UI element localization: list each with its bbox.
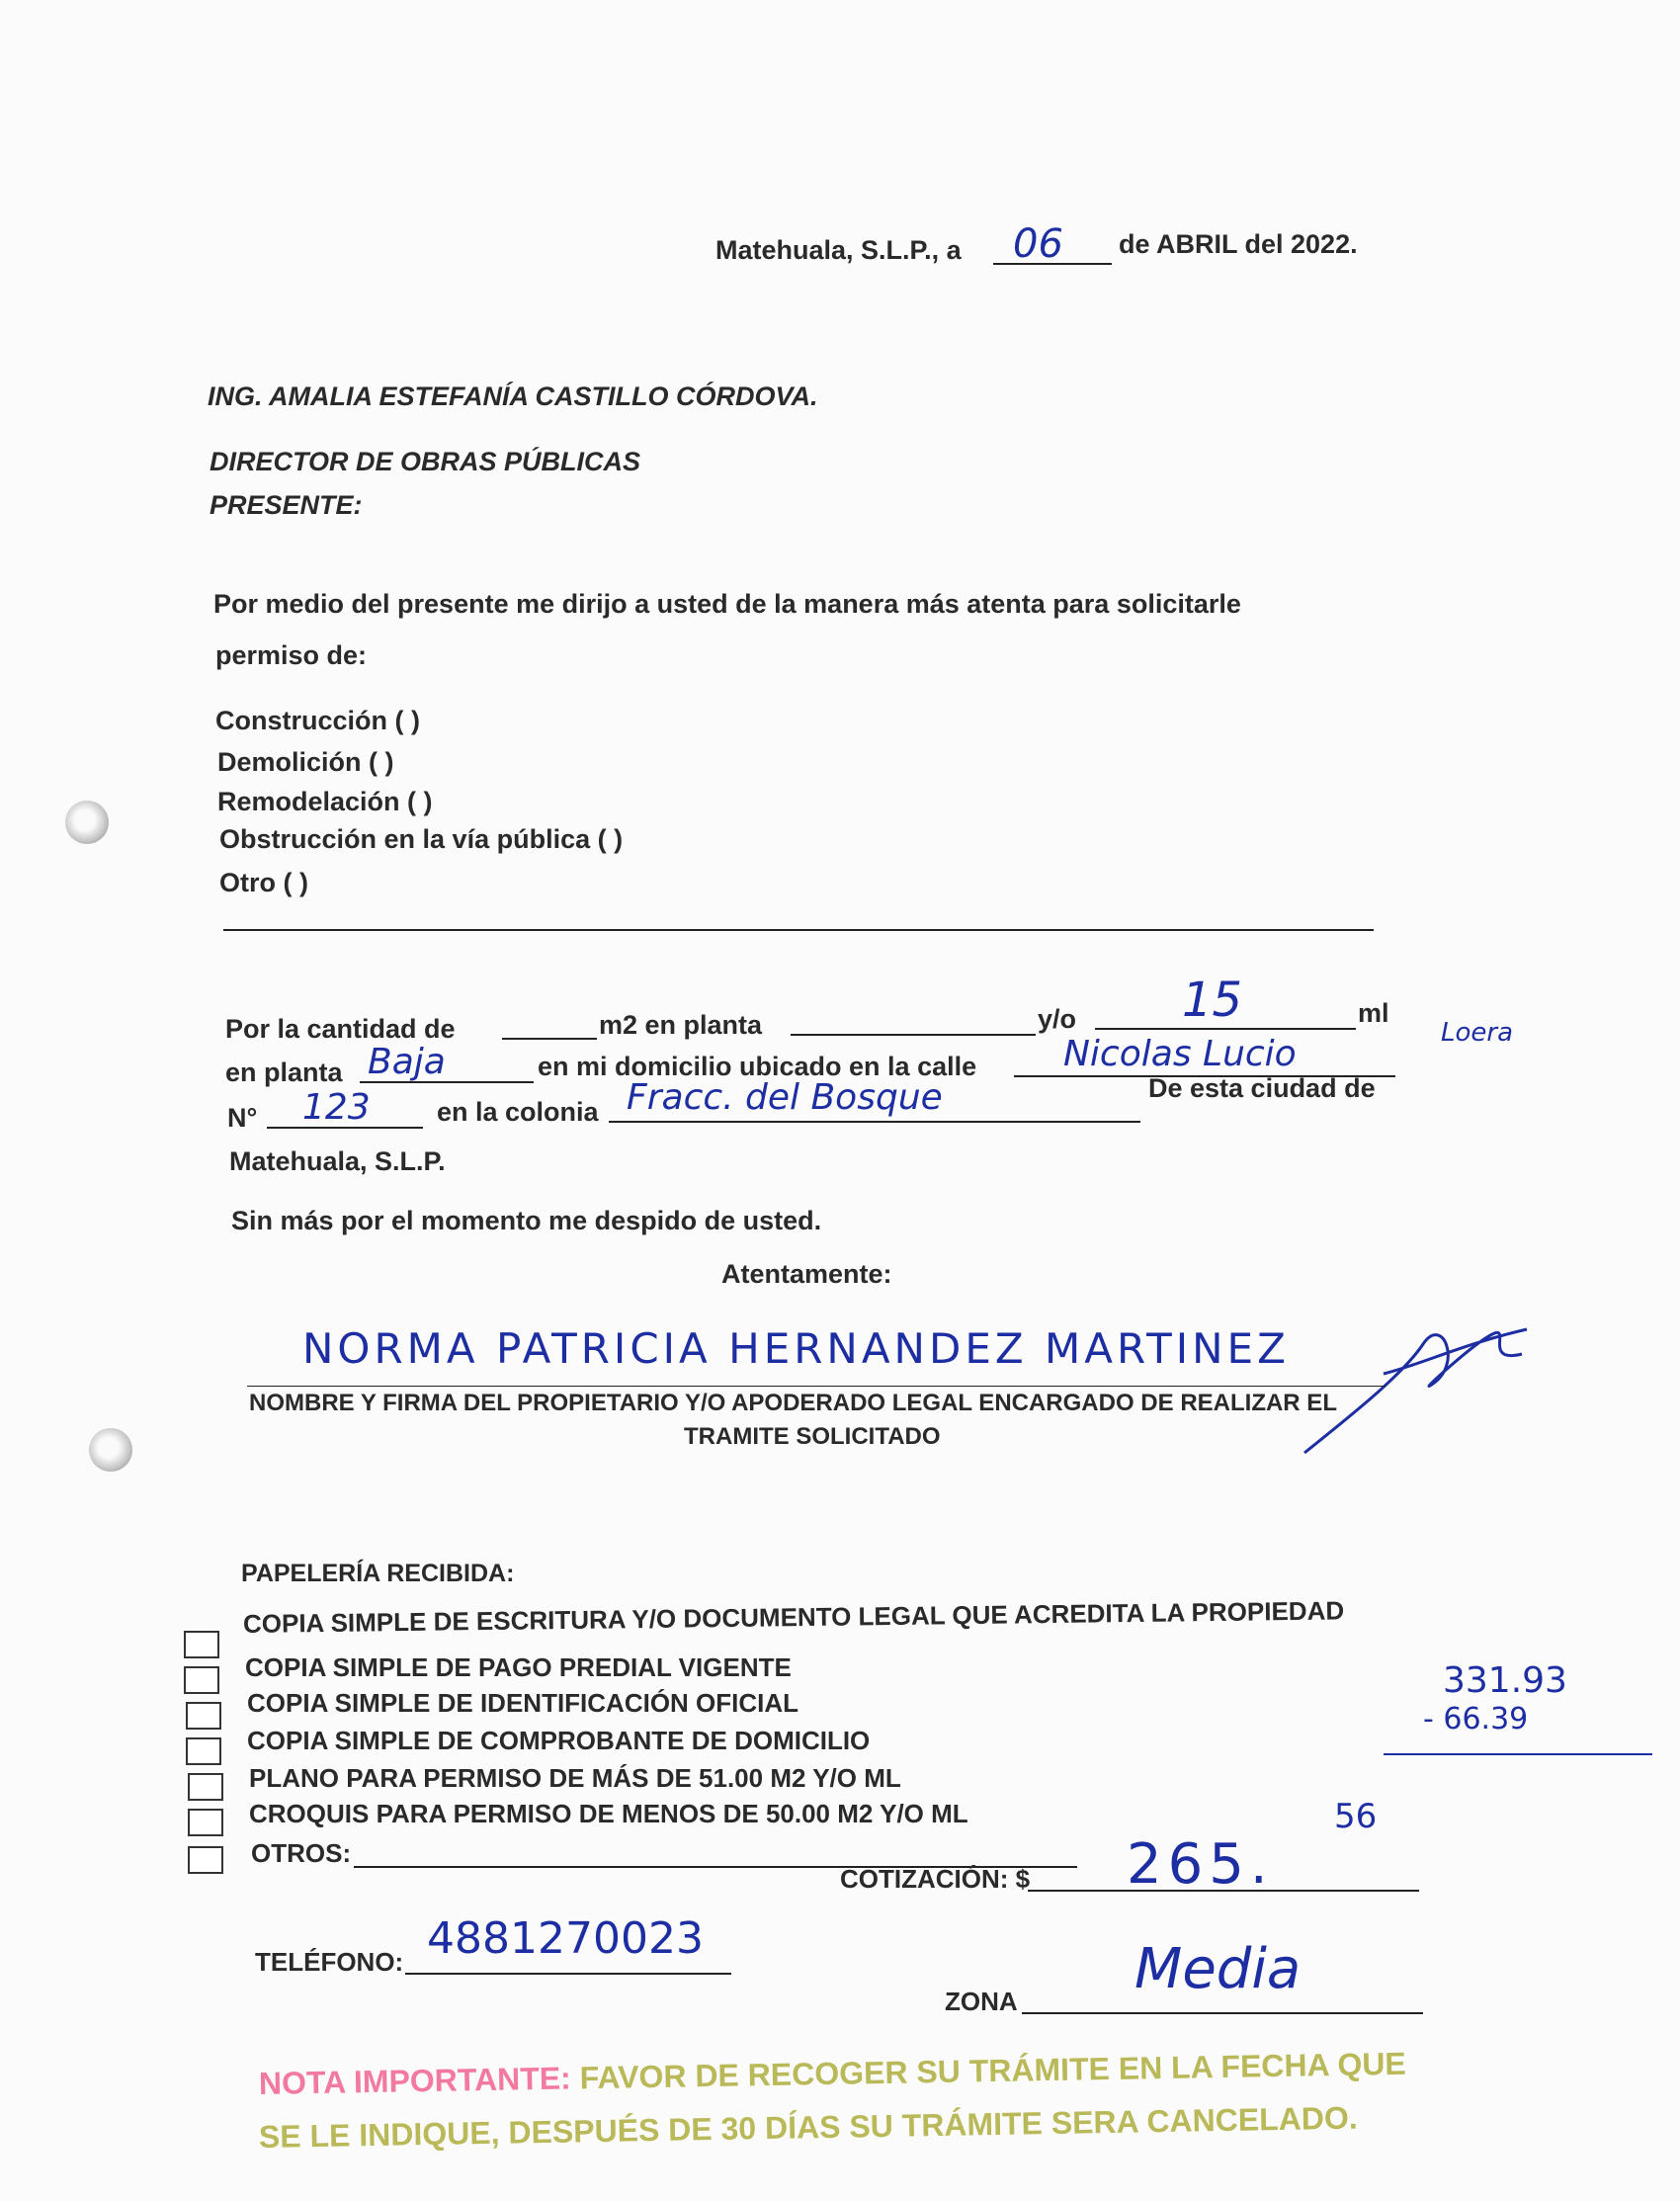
doc-checkbox-predial[interactable]	[184, 1666, 219, 1694]
quote-value: 265.	[1127, 1832, 1274, 1897]
num-label: N°	[227, 1103, 258, 1133]
doc-item-escritura: COPIA SIMPLE DE ESCRITURA Y/O DOCUMENTO LEGAL QUE ACREDITA LA PROPIEDAD	[242, 1595, 1345, 1639]
signature-name: NORMA PATRICIA HERNANDEZ MARTINEZ	[302, 1324, 1290, 1373]
calle-value: Nicolas Lucio	[1063, 1034, 1297, 1074]
side-calc-line-1: 331.93	[1443, 1660, 1567, 1701]
doc-item-plano: PLANO PARA PERMISO DE MÁS DE 51.00 M2 Y/O ML	[249, 1763, 901, 1793]
option-construccion: Construcción ( )	[215, 706, 420, 735]
documents-title: PAPELERÍA RECIBIDA:	[241, 1560, 515, 1587]
planta-prefix: en planta	[225, 1058, 343, 1087]
otro-blank-line	[223, 929, 1374, 931]
phone-blank	[405, 1973, 731, 1975]
num-value: 123	[302, 1087, 371, 1128]
colonia-value: Fracc. del Bosque	[627, 1077, 943, 1118]
qty-blank	[502, 1038, 597, 1040]
yo-blank	[1095, 1028, 1356, 1030]
option-remodelacion: Remodelación ( )	[217, 787, 433, 816]
intro-line-1: Por medio del presente me dirijo a usted de la manera más atenta para solicitarle	[213, 589, 1241, 619]
planta-value: Baja	[368, 1042, 446, 1082]
date-prefix: Matehuala, S.L.P., a	[715, 235, 962, 265]
phone-value: 4881270023	[427, 1913, 704, 1964]
option-otro: Otro ( )	[219, 868, 308, 897]
note-text-1: FAVOR DE RECOGER SU TRÁMITE EN LA FECHA QUE	[579, 2045, 1407, 2096]
quote-label: COTIZACIÓN: $	[840, 1864, 1031, 1894]
qty-prefix: Por la cantidad de	[225, 1014, 456, 1044]
yo-value: 15	[1182, 973, 1243, 1028]
doc-item-identificacion: COPIA SIMPLE DE IDENTIFICACIÓN OFICIAL	[247, 1688, 799, 1718]
signature-caption-2: TRAMITE SOLICITADO	[684, 1423, 941, 1450]
phone-label: TELÉFONO:	[255, 1947, 404, 1977]
doc-checkbox-croquis[interactable]	[188, 1809, 223, 1836]
note-line-1	[259, 2046, 1406, 2102]
zone-value: Media	[1134, 1937, 1302, 2001]
addressee-name: ING. AMALIA ESTEFANÍA CASTILLO CÓRDOVA.	[208, 381, 818, 411]
calle-overflow-value: Loera	[1441, 1018, 1514, 1048]
intro-line-2: permiso de:	[215, 640, 368, 670]
signature-caption-1: NOMBRE Y FIRMA DEL PROPIETARIO Y/O APODERADO LEGAL ENCARGADO DE REALIZAR EL	[249, 1390, 1337, 1416]
regards-text: Atentamente:	[721, 1259, 892, 1289]
side-calc-rule	[1384, 1753, 1652, 1755]
addressee-position: DIRECTOR DE OBRAS PÚBLICAS	[210, 447, 641, 476]
doc-checkbox-domicilio[interactable]	[186, 1737, 221, 1765]
punch-hole-top	[65, 801, 109, 844]
addressee-greeting: PRESENTE:	[210, 490, 363, 520]
signature-scribble	[1285, 1305, 1532, 1463]
doc-checkbox-escritura[interactable]	[184, 1631, 219, 1658]
date-month-year: de ABRIL del 2022.	[1119, 229, 1358, 259]
punch-hole-bottom	[89, 1428, 132, 1472]
doc-item-domicilio: COPIA SIMPLE DE COMPROBANTE DE DOMICILIO	[247, 1726, 871, 1755]
ml-label: ml	[1358, 998, 1389, 1028]
yo-label: y/o	[1038, 1004, 1077, 1034]
ciudad-value: Matehuala, S.L.P.	[229, 1146, 446, 1176]
doc-item-croquis: CROQUIS PARA PERMISO DE MENOS DE 50.00 M2 Y/O ML	[249, 1799, 968, 1828]
doc-checkbox-otros[interactable]	[188, 1846, 223, 1874]
doc-item-predial: COPIA SIMPLE DE PAGO PREDIAL VIGENTE	[245, 1652, 792, 1682]
date-day-value: 06	[1013, 221, 1063, 267]
quote-cents: 56	[1334, 1797, 1378, 1836]
signature-line	[247, 1386, 1386, 1387]
option-demolicion: Demolición ( )	[217, 747, 394, 777]
zone-label: ZONA	[945, 1987, 1018, 2016]
farewell-text: Sin más por el momento me despido de usted.	[231, 1206, 822, 1235]
m2-label: m2 en planta	[599, 1010, 763, 1040]
colonia-label: en la colonia	[437, 1097, 599, 1127]
ciudad-label: De esta ciudad de	[1148, 1073, 1376, 1103]
note-label: NOTA IMPORTANTE:	[258, 2060, 572, 2101]
note-text-2: SE LE INDIQUE, DESPUÉS DE 30 DÍAS SU TRÁMITE SERA CANCELADO.	[258, 2099, 1358, 2155]
calle-label: en mi domicilio ubicado en la calle	[538, 1052, 977, 1081]
colonia-blank	[609, 1121, 1140, 1123]
doc-item-otros: OTROS:	[251, 1838, 352, 1868]
side-calc-line-2: - 66.39	[1423, 1702, 1529, 1736]
doc-checkbox-identificacion[interactable]	[186, 1702, 221, 1730]
m2-blank	[791, 1034, 1036, 1036]
option-obstruccion: Obstrucción en la vía pública ( )	[219, 824, 624, 854]
doc-checkbox-plano[interactable]	[188, 1773, 223, 1801]
zone-blank	[1022, 2012, 1423, 2014]
